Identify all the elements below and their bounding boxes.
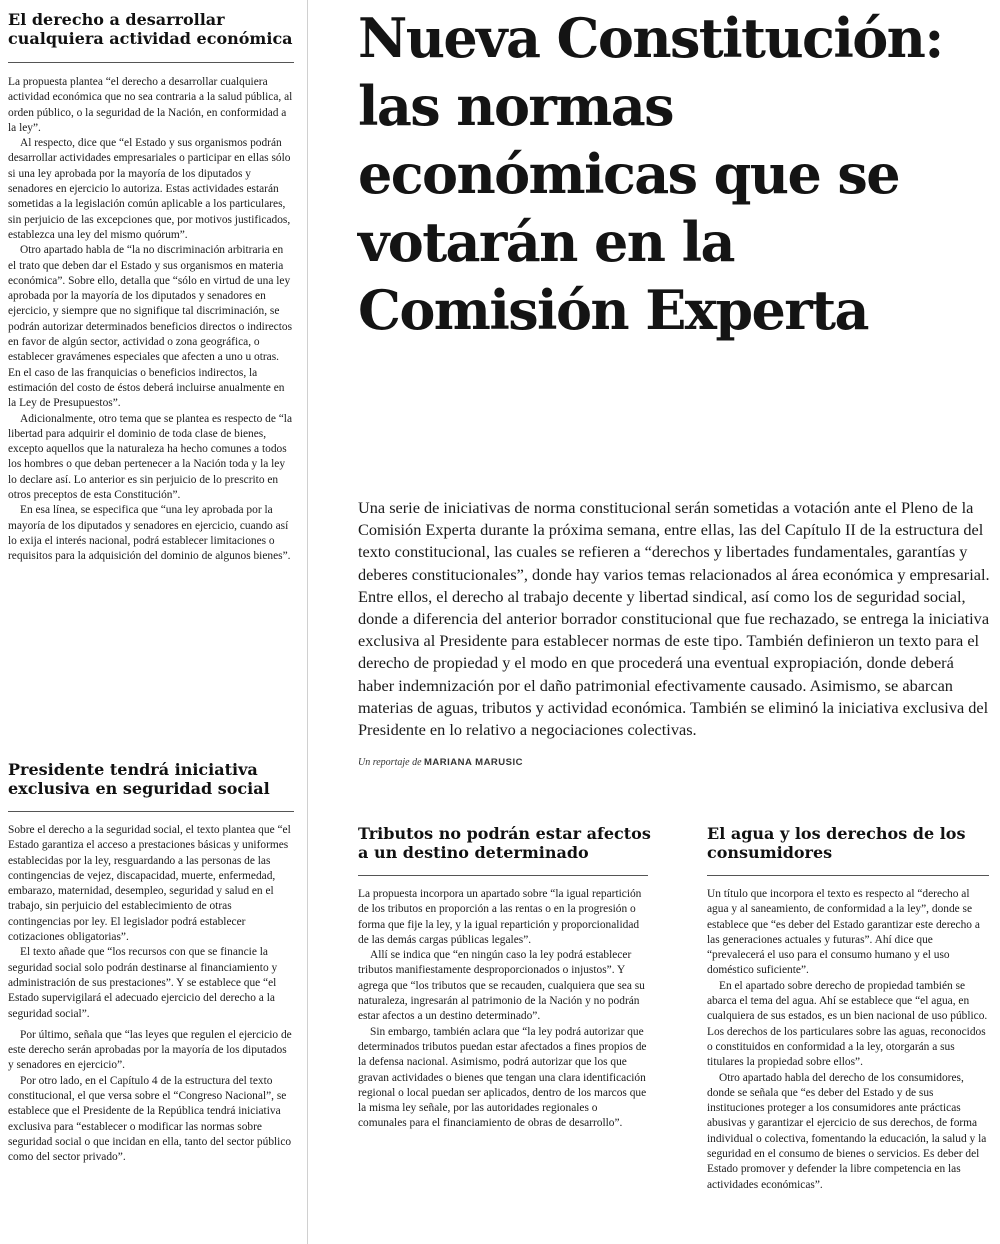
- paragraph: Por otro lado, en el Capítulo 4 de la estructura del texto constitucional, el que versa sobre el “Congreso Nacional”, se establece que el Presidente de la República tendrá iniciativa exclusiva para “establecer o modificar las normas sobre seguridad social o que incidan en ella, tanto del sector público como del sector privado”.: [8, 1074, 292, 1164]
- paragraph: Otro apartado habla de “la no discriminación arbitraria en el trato que deben dar el Estado y sus organismos en materia económica”. Sobre ello, detalla que “sólo en virtud de una ley aprobada por la mayoría de los diputados y senadores en ejercicio, y siempre que no signifique tal discriminación, se podrán autorizar determinados beneficios directos o indirectos en favor de algún sector, actividad o zona geográfica, o establecer gravámenes especiales que afecten a uno u otras. En el caso de las franquicias o beneficios indirectos, la estimación del costo de éstos deberá incluirse anualmente en la Ley de Presupuestos”.: [8, 244, 293, 410]
- paragraph: El texto añade que “los recursos con que se financie la seguridad social solo podrán destinarse al financiamiento y administración de sus prestaciones”. Y se establece que “el Estado supervigilará el adecuado ejercicio del derecho a la seguridad social”.: [8, 946, 278, 1020]
- paragraph: Por último, señala que “las leyes que regulen el ejercicio de este derecho serán aprobadas por la mayoría de los diputados y senadores en ejercicio”.: [8, 1028, 292, 1072]
- section-body-economica: [8, 75, 294, 565]
- column-divider: [307, 0, 308, 1244]
- section-rule: [358, 875, 648, 876]
- paragraph: La propuesta plantea “el derecho a desarrollar cualquiera actividad económica que no sea contraria a la salud pública, al orden público, o la seguridad de la Nación, en conformidad a la ley”.: [8, 76, 293, 134]
- paragraph: En esa línea, se especifica que “una ley aprobada por la mayoría de los diputados y senadores en ejercicio, cuando así lo exija el interés nacional, podrá establecer limitaciones o requisitos para la adquisición del dominio de algunos bienes”.: [8, 504, 291, 563]
- paragraph: En el apartado sobre derecho de propiedad también se abarca el tema del agua. Ahí se establece que “el agua, en cualquiera de sus estados, es un bien nacional de uso público. Los derechos de los particulares sobre las aguas, reconocidos o constituidos en conformidad a la ley, otorgarán a sus titulares la propiedad sobre ellos”.: [707, 979, 988, 1069]
- paragraph: Adicionalmente, otro tema que se plantea es respecto de “la libertad para adquirir el dominio de toda clase de bienes, excepto aquellos que la naturaleza ha hecho comunes a todos los hombres o que deban pertenecer a la Nación toda y la ley lo declare así. Lo anterior es sin perjuicio de lo prescrito en otros preceptos de esta Constitución”.: [8, 412, 292, 502]
- paragraph: Un título que incorpora el texto es respecto al “derecho al agua y al saneamiento, de conformidad a la ley”, donde se establece que “es deber del Estado garantizar este derecho a las generaciones actuales y futuras”. Ahí dice que “prevalecerá el uso para el consumo humano y el uso doméstico suficiente”.: [707, 888, 980, 977]
- section-body-tributos: [358, 887, 648, 1132]
- section-rule: [8, 811, 294, 812]
- section-title-economica: El derecho a desarrollar cualquiera actividad económica: [8, 10, 293, 48]
- paragraph: Otro apartado habla del derecho de los consumidores, donde se señala que “es deber del Estado y de sus instituciones proteger a los consumidores ante prácticas abusivas y garantizar el ejercicio de sus derechos, de forma individual o colectiva, fomentando la educación, la salud y la seguridad en el consumo de bienes o servicios. Es deber del Estado promover y defender la libre competencia en las actividades económicas”.: [707, 1071, 987, 1191]
- section-body-seguridad: [8, 823, 294, 1166]
- headline: Nueva Constitución: las normas económicas que se votarán en la Comisión Experta: [358, 6, 943, 342]
- paragraph: Al respecto, dice que “el Estado y sus organismos podrán desarrollar actividades empresariales o participar en ellas sólo si una ley aprobada por la mayoría de los diputados y senadores en ejercicio lo autoriza. Estas actividades estarán sometidas a la legislación común aplicable a los particulares, sin perjuicio de las excepciones que, por motivos justificados, establezca una ley del mismo quórum”.: [8, 137, 291, 241]
- paragraph: La propuesta incorpora un apartado sobre “la igual repartición de los tributos en proporción a las rentas o en la progresión o forma que fije la ley, y la igual repartición y proporcionalidad de las demás cargas públicas legales”.: [358, 888, 642, 946]
- lede: Una serie de iniciativas de norma constitucional serán sometidas a votación ante el Pleno de la Comisión Experta durante la próxima semana, entre ellas, las del Capítulo II de la estructura del texto constitucional, las cuales se refieren a “derechos y libertades fundamentales, garantías y deberes constitucionales”, donde hay varios temas relacionados al área económica y empresarial. Entre ellos, el derecho al trabajo decente y libertad sindical, así como los de seguridad social, donde a diferencia del anterior borrador constitucional que fue rechazado, se entrega la iniciativa exclusiva al Presidente para establecer normas de este tipo. También definieron un texto para el derecho de propiedad y el modo en que procederá una eventual expropiación, donde deberá haber indemnización por el daño patrimonial efectivamente causado. Asimismo, se abarcan materias de aguas, tributos y actividad económica. También se eliminó la iniciativa exclusiva del Presidente en lo relativo a negociaciones colectivas.: [358, 498, 990, 740]
- byline-author: MARIANA MARUSIC: [424, 757, 523, 768]
- byline: [358, 757, 523, 768]
- section-title-tributos: Tributos no podrán estar afectos a un destino determinado: [358, 824, 651, 862]
- section-rule: [8, 62, 294, 63]
- section-body-agua: [707, 887, 991, 1193]
- paragraph: Allí se indica que “en ningún caso la ley podrá establecer tributos manifiestamente desproporcionados o injustos”. Y agrega que “los tributos que se recauden, cualquiera que sea su naturaleza, ingresarán al patrimonio de la Nación y no podrán estar afectos a un destino determinado”.: [358, 949, 645, 1023]
- section-title-seguridad: Presidente tendrá iniciativa exclusiva en seguridad social: [8, 760, 270, 798]
- section-title-agua: El agua y los derechos de los consumidores: [707, 824, 966, 862]
- section-rule: [707, 875, 989, 876]
- paragraph: Sin embargo, también aclara que “la ley podrá autorizar que determinados tributos puedan estar afectados a fines propios de la defensa nacional. Asimismo, podrá autorizar que los que gravan actividades o bienes que tengan una clara identificación regional o local puedan ser aplicados, dentro de los marcos que la misma ley señale, por las autoridades regionales o comunales para el financiamiento de obras de desarrollo”.: [358, 1025, 647, 1130]
- paragraph: Sobre el derecho a la seguridad social, el texto plantea que “el Estado garantiza el acceso a prestaciones básicas y uniformes establecidas por la ley, resguardando a las personas de las contingencias de vejez, discapacidad, muerte, enfermedad, embarazo, maternidad, desempleo, seguridad y salud en el trabajo, sin perjuicio del establecimiento de otras contingencias por ley. El legislador podrá establecer cotizaciones obligatorias”.: [8, 824, 291, 944]
- byline-prefix: Un reportaje de: [358, 757, 422, 768]
